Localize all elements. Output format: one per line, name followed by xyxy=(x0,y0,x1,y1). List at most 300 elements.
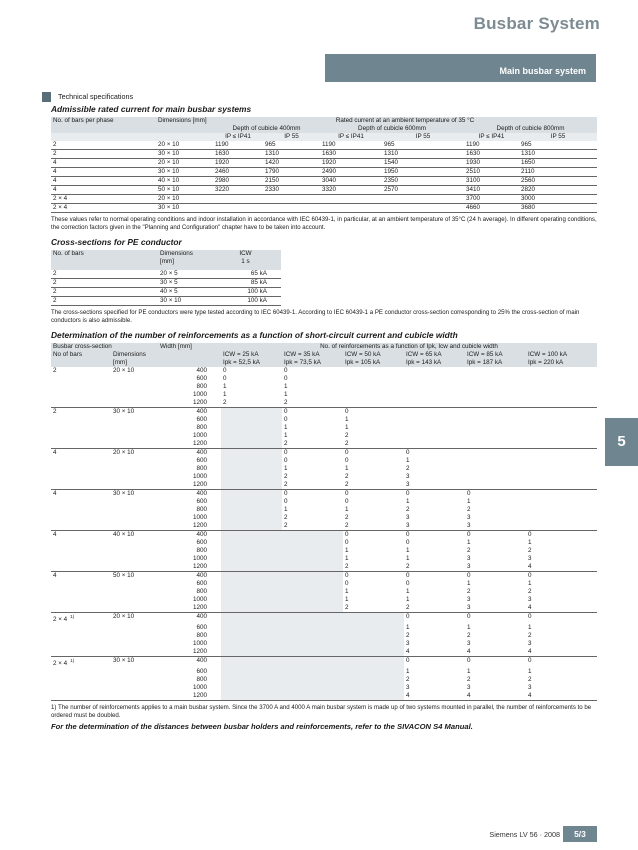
table-cell: 30 × 10 xyxy=(156,168,213,177)
width-cell: 400 xyxy=(196,531,207,538)
not-applicable-cell xyxy=(221,676,282,684)
table-row xyxy=(51,279,281,288)
table-cell: 1190 xyxy=(464,141,519,150)
bars-cell xyxy=(51,481,111,490)
empty-cell xyxy=(465,399,526,408)
table-row xyxy=(51,432,597,440)
ipk-value: Ipk = 143 kA xyxy=(406,359,442,366)
reinforcement-cell: 2 xyxy=(406,632,410,640)
empty-cell xyxy=(526,498,597,506)
empty-cell xyxy=(343,383,404,391)
not-applicable-cell xyxy=(343,668,404,676)
not-applicable-cell xyxy=(282,555,343,563)
table-cell: 1190 xyxy=(213,141,263,150)
reinforcement-cell: 0 xyxy=(406,539,410,546)
reinforcement-cell: 2 xyxy=(282,399,343,408)
empty-cell xyxy=(465,457,526,465)
not-applicable-cell xyxy=(221,580,282,588)
empty-cell xyxy=(465,449,526,458)
width-cell: 400 xyxy=(196,613,207,620)
not-applicable-cell xyxy=(221,522,282,531)
reinforcement-cell: 2 xyxy=(404,604,465,613)
not-applicable-cell xyxy=(221,432,282,440)
pe-conductor-note: The cross-sections specified for PE conductors were type tested according to IEC 60439-1. According to IEC 60439-1 a PE conductor cross-section corresponding to 25% the cross-section of main conductors is also admissible. xyxy=(51,309,580,324)
reinforcement-cell: 1 xyxy=(467,539,471,546)
empty-cell xyxy=(404,367,465,375)
icw-value: ICW = 85 kA xyxy=(467,351,503,358)
empty-cell xyxy=(404,432,465,440)
reinforcement-cell: 2 xyxy=(406,506,410,513)
not-applicable-cell xyxy=(343,676,404,684)
depth-header: Depth of cubicle 800mm xyxy=(496,125,565,132)
reinforcement-cell: 0 xyxy=(528,613,532,620)
reinforcement-cell: 4 xyxy=(465,648,526,657)
table-row xyxy=(51,588,597,596)
bars-cell xyxy=(51,457,111,465)
not-applicable-cell xyxy=(282,648,343,657)
not-applicable-cell xyxy=(282,684,343,692)
table-row xyxy=(51,539,597,547)
dim-value: 20 × 10 xyxy=(113,449,135,456)
width-cell: 800 xyxy=(196,676,207,684)
not-applicable-cell xyxy=(221,408,282,417)
reinforcement-cell: 0 xyxy=(284,457,288,464)
bars-cell xyxy=(51,473,111,481)
table-cell xyxy=(213,195,263,204)
not-applicable-cell xyxy=(221,440,282,449)
bars-cell xyxy=(51,632,111,640)
table-cell: 3320 xyxy=(320,186,382,195)
reinforcement-cell: 1 xyxy=(345,547,349,554)
reinforcement-cell: 4 xyxy=(404,692,465,701)
not-applicable-cell xyxy=(282,531,343,540)
reinforcement-cell: 0 xyxy=(406,657,410,665)
t1-header-rated: Rated current at an ambient temperature of 35 °C xyxy=(335,117,475,124)
reinforcement-cell: 3 xyxy=(465,522,526,531)
reinforcement-cell: 0 xyxy=(467,572,471,579)
width-cell: 1200 xyxy=(158,481,221,490)
empty-cell xyxy=(404,399,465,408)
bars-value: 4 xyxy=(53,449,57,456)
reinforcement-cell: 0 xyxy=(406,449,410,456)
dim-cell xyxy=(111,432,158,440)
table-row xyxy=(51,424,597,432)
table-row xyxy=(51,648,597,657)
empty-cell xyxy=(526,490,597,499)
reinforcement-cell: 1 xyxy=(467,498,471,505)
dim-cell xyxy=(111,498,158,506)
ip-blank xyxy=(51,133,213,141)
t3-header-width: Width [mm] xyxy=(160,343,192,350)
bars-cell xyxy=(51,506,111,514)
reinforcement-cell: 3 xyxy=(467,514,471,521)
width-cell: 1200 xyxy=(158,522,221,531)
empty-cell xyxy=(404,375,465,383)
empty-cell xyxy=(465,408,526,417)
empty-cell xyxy=(465,481,526,490)
reinforcement-cell: 3 xyxy=(467,596,471,603)
footnote-ref: 1) xyxy=(70,658,75,664)
bars-cell xyxy=(51,531,111,540)
not-applicable-cell xyxy=(221,640,282,648)
width-cell: 600 xyxy=(196,539,207,546)
table-cell: 30 × 10 xyxy=(158,297,210,306)
reinforcement-cell: 3 xyxy=(465,563,526,572)
width-cell: 400 xyxy=(196,657,207,665)
empty-cell xyxy=(343,391,404,399)
icw-value: ICW = 50 kA xyxy=(345,351,381,358)
dim-cell xyxy=(111,632,158,640)
width-cell: 800 xyxy=(196,383,207,390)
empty-cell xyxy=(343,399,404,408)
reinforcement-cell: 1 xyxy=(467,580,471,587)
bars-cell xyxy=(51,563,111,572)
empty-cell xyxy=(465,424,526,432)
width-cell: 1000 xyxy=(192,432,207,439)
bars-cell xyxy=(51,572,111,581)
not-applicable-cell xyxy=(221,457,282,465)
reinforcement-cell: 2 xyxy=(221,399,282,408)
reinforcement-cell: 1 xyxy=(345,465,349,472)
table-row xyxy=(51,563,597,572)
reinforcement-cell: 0 xyxy=(284,367,288,374)
ip-header: IP 55 xyxy=(284,133,299,140)
reinforcement-cell: 1 xyxy=(223,383,227,390)
bars-value: 2 × 4 xyxy=(53,660,68,668)
table-cell xyxy=(320,195,382,204)
table-row xyxy=(51,177,597,186)
reinforcement-cell: 4 xyxy=(526,648,597,657)
reinforcement-cell: 3 xyxy=(406,473,410,480)
table-cell: 3100 xyxy=(464,177,519,186)
table-cell: 4 xyxy=(51,159,156,168)
heading-marker xyxy=(42,92,51,102)
not-applicable-cell xyxy=(221,531,282,540)
reinforcement-cell: 3 xyxy=(528,640,532,648)
t2-header-dim: Dimensions [mm] xyxy=(160,250,193,265)
section-bar xyxy=(325,54,596,82)
reinforcement-cell: 2 xyxy=(282,440,343,449)
not-applicable-cell xyxy=(221,572,282,581)
reinforcement-cell: 1 xyxy=(528,539,532,546)
width-cell: 1000 xyxy=(192,555,207,562)
empty-cell xyxy=(526,522,597,531)
depth-header: Depth of cubicle 400mm xyxy=(232,125,301,132)
dim-cell xyxy=(111,648,158,657)
reinforcement-cell: 1 xyxy=(467,668,471,676)
table-row xyxy=(51,297,281,306)
bars-cell xyxy=(51,547,111,555)
dim-cell xyxy=(111,668,158,676)
current-rating-header xyxy=(221,351,282,367)
reinforcement-cell: 1 xyxy=(345,506,349,513)
reinforcement-cell: 0 xyxy=(467,613,471,620)
icw-value: ICW = 35 kA xyxy=(284,351,320,358)
table-row xyxy=(51,572,597,581)
dim-cell xyxy=(111,531,158,540)
not-applicable-cell xyxy=(343,640,404,648)
table-row xyxy=(51,270,281,279)
bars-value: 4 xyxy=(53,490,57,497)
dim-cell xyxy=(111,572,158,581)
table-cell xyxy=(320,204,382,213)
width-cell: 800 xyxy=(196,424,207,431)
table-cell: 1920 xyxy=(213,159,263,168)
dim-cell xyxy=(111,588,158,596)
rated-current-table xyxy=(51,117,597,213)
table-row xyxy=(51,604,597,613)
bars-value: 2 xyxy=(53,408,57,415)
rated-current-note: These values refer to normal operating conditions and indoor installation in accordance with IEC 60439-1, in particular, at an ambient temperature of 35°C (24 h average). In different operating conditions, the correction factors given in the "Planning and Configuration" chapter have to be taken into account. xyxy=(51,216,597,231)
dim-cell xyxy=(111,440,158,449)
not-applicable-cell xyxy=(221,465,282,473)
dim-value: 30 × 10 xyxy=(113,490,135,497)
reinforcement-cell: 1 xyxy=(345,416,349,423)
width-cell: 1200 xyxy=(158,692,221,701)
bars-cell xyxy=(51,424,111,432)
reinforcement-cell: 0 xyxy=(284,416,288,423)
width-cell: 1000 xyxy=(192,473,207,480)
table-cell: 2 × 4 xyxy=(51,195,156,204)
table-cell: 1310 xyxy=(519,150,597,159)
bars-value: 4 xyxy=(53,531,57,538)
dim-cell xyxy=(111,563,158,572)
not-applicable-cell xyxy=(282,613,343,625)
table-cell: 965 xyxy=(263,141,320,150)
table-row xyxy=(51,547,597,555)
width-cell: 1200 xyxy=(158,399,221,408)
ipk-value: Ipk = 105 kA xyxy=(345,359,381,366)
not-applicable-cell xyxy=(282,547,343,555)
reinforcement-cell: 1 xyxy=(284,465,288,472)
bars-cell xyxy=(51,613,111,625)
table-cell: 2350 xyxy=(382,177,464,186)
width-cell: 1000 xyxy=(192,596,207,603)
reinforcement-cell: 2 xyxy=(345,473,349,480)
dim-cell xyxy=(111,399,158,408)
empty-cell xyxy=(465,375,526,383)
reinforcement-cell: 1 xyxy=(406,624,410,632)
table-row xyxy=(51,367,597,375)
reinforcement-cell: 0 xyxy=(345,539,349,546)
reinforcement-cell: 2 xyxy=(467,547,471,554)
reinforcement-cell: 2 xyxy=(345,432,349,439)
reinforcement-cell: 1 xyxy=(406,498,410,505)
not-applicable-cell xyxy=(282,668,343,676)
table-cell: 4660 xyxy=(464,204,519,213)
not-applicable-cell xyxy=(221,473,282,481)
width-cell: 1200 xyxy=(158,648,221,657)
reinforcement-cell: 1 xyxy=(528,580,532,587)
reinforcement-cell: 2 xyxy=(282,522,343,531)
table-cell: 30 × 10 xyxy=(156,204,213,213)
reinforcement-cell: 0 xyxy=(345,408,349,415)
empty-cell xyxy=(526,473,597,481)
table-row xyxy=(51,596,597,604)
empty-cell xyxy=(465,416,526,424)
empty-cell xyxy=(526,367,597,375)
table-cell: 3410 xyxy=(464,186,519,195)
empty-cell xyxy=(465,465,526,473)
not-applicable-cell xyxy=(221,506,282,514)
table-row xyxy=(51,640,597,648)
ipk-value: Ipk = 220 kA xyxy=(528,359,564,366)
reinforcement-cell: 1 xyxy=(406,547,410,554)
table-cell: 1790 xyxy=(263,168,320,177)
bars-cell xyxy=(51,604,111,613)
reinforcement-cell: 1 xyxy=(284,432,288,439)
page-footer xyxy=(0,826,638,842)
reinforcements-table xyxy=(51,343,597,701)
dim-value: 20 × 10 xyxy=(113,367,135,374)
dim-cell xyxy=(111,481,158,490)
dim-value: 30 × 10 xyxy=(113,408,135,415)
reinforcement-cell: 2 xyxy=(343,522,404,531)
not-applicable-cell xyxy=(221,596,282,604)
reinforcement-cell: 0 xyxy=(284,490,288,497)
reinforcement-cell: 0 xyxy=(467,657,471,665)
table-cell: 85 kA xyxy=(210,279,281,288)
table-cell: 965 xyxy=(519,141,597,150)
table-row xyxy=(51,391,597,399)
table-row xyxy=(51,204,597,213)
bars-value: 2 × 4 xyxy=(53,616,68,624)
section-title: Main busbar system xyxy=(499,66,586,76)
reinforcement-cell: 2 xyxy=(284,473,288,480)
ip-header: IP 55 xyxy=(550,133,566,140)
not-applicable-cell xyxy=(221,692,282,701)
reinforcement-cell: 4 xyxy=(526,604,597,613)
not-applicable-cell xyxy=(343,632,404,640)
icw-value: ICW = 100 kA xyxy=(528,351,568,358)
not-applicable-cell xyxy=(282,596,343,604)
current-rating-header xyxy=(465,351,526,367)
page-header-title: Busbar System xyxy=(473,14,600,33)
not-applicable-cell xyxy=(282,632,343,640)
table-row xyxy=(51,449,597,458)
reinforcement-cell: 0 xyxy=(406,613,410,620)
table-cell: 3700 xyxy=(464,195,519,204)
table-cell: 1420 xyxy=(263,159,320,168)
table-row xyxy=(51,490,597,499)
table-cell: 2 × 4 xyxy=(51,204,156,213)
table-cell: 40 × 5 xyxy=(158,288,210,297)
reinforcement-cell: 0 xyxy=(345,490,349,497)
width-cell: 1200 xyxy=(158,440,221,449)
table-cell: 30 × 5 xyxy=(158,279,210,288)
bars-cell xyxy=(51,522,111,531)
table-cell: 2 xyxy=(51,279,158,288)
not-applicable-cell xyxy=(282,563,343,572)
dim-cell xyxy=(111,692,158,701)
reinforcement-cell: 0 xyxy=(223,367,227,374)
dim-value: 20 × 10 xyxy=(113,613,135,620)
reinforcement-cell: 0 xyxy=(284,375,288,382)
dim-cell xyxy=(111,506,158,514)
reinforcement-cell: 1 xyxy=(284,383,288,390)
table-cell: 3680 xyxy=(519,204,597,213)
table-cell: 1540 xyxy=(382,159,464,168)
empty-cell xyxy=(465,383,526,391)
current-rating-header xyxy=(343,351,404,367)
reinforcement-cell: 2 xyxy=(528,547,532,554)
empty-cell xyxy=(526,399,597,408)
bars-cell xyxy=(51,440,111,449)
reinforcement-cell: 2 xyxy=(343,604,404,613)
dim-cell xyxy=(111,465,158,473)
t3-header-reinf: No. of reinforcements as a function of Ipk, Icw and cubicle width xyxy=(320,343,498,350)
dim-cell xyxy=(111,624,158,632)
footnote-ref: 1) xyxy=(70,614,75,619)
ip-header: IP ≤ IP41 xyxy=(478,133,505,140)
dim-cell xyxy=(111,640,158,648)
table-cell: 2980 xyxy=(213,177,263,186)
empty-cell xyxy=(343,367,404,375)
main-content xyxy=(51,92,597,731)
table-cell: 4 xyxy=(51,168,156,177)
table-cell: 2510 xyxy=(464,168,519,177)
table-cell: 20 × 10 xyxy=(156,141,213,150)
table-cell: 2 xyxy=(51,270,158,279)
empty-cell xyxy=(404,391,465,399)
dim-cell xyxy=(111,604,158,613)
table-row xyxy=(51,692,597,701)
width-cell: 600 xyxy=(196,624,207,632)
width-cell: 1000 xyxy=(192,391,207,398)
reinforcement-cell: 1 xyxy=(406,588,410,595)
reinforcement-cell: 0 xyxy=(528,572,532,579)
empty-cell xyxy=(465,473,526,481)
not-applicable-cell xyxy=(221,555,282,563)
table-row xyxy=(51,150,597,159)
not-applicable-cell xyxy=(221,563,282,572)
table-cell: 65 kA xyxy=(210,270,281,279)
reinforcement-cell: 1 xyxy=(223,391,227,398)
table-cell: 1950 xyxy=(382,168,464,177)
reinforcement-cell: 2 xyxy=(467,506,471,513)
bars-cell xyxy=(51,514,111,522)
not-applicable-cell xyxy=(343,613,404,625)
width-cell: 1000 xyxy=(192,640,207,648)
reinforcement-cell: 0 xyxy=(284,408,288,415)
reinforcement-cell: 3 xyxy=(528,596,532,603)
bars-cell xyxy=(51,498,111,506)
reinforcement-cell: 0 xyxy=(406,531,410,538)
dim-cell xyxy=(111,522,158,531)
table-row xyxy=(51,555,597,563)
reinforcement-cell: 0 xyxy=(406,580,410,587)
table-row xyxy=(51,632,597,640)
dim-cell xyxy=(111,657,158,669)
width-cell: 1000 xyxy=(192,514,207,521)
reinforcement-cell: 2 xyxy=(467,676,471,684)
table-cell: 1310 xyxy=(382,150,464,159)
dim-cell xyxy=(111,457,158,465)
table-cell: 2 xyxy=(51,288,158,297)
not-applicable-cell xyxy=(221,657,282,669)
reinforcement-cell: 4 xyxy=(404,648,465,657)
not-applicable-cell xyxy=(221,490,282,499)
not-applicable-cell xyxy=(221,613,282,625)
empty-cell xyxy=(404,408,465,417)
width-cell: 400 xyxy=(196,449,207,456)
reinforcement-cell: 1 xyxy=(406,555,410,562)
reinforcement-cell: 2 xyxy=(343,481,404,490)
table-row xyxy=(51,159,597,168)
bars-cell xyxy=(51,624,111,632)
reinforcement-cell: 2 xyxy=(282,481,343,490)
dim-cell xyxy=(111,449,158,458)
